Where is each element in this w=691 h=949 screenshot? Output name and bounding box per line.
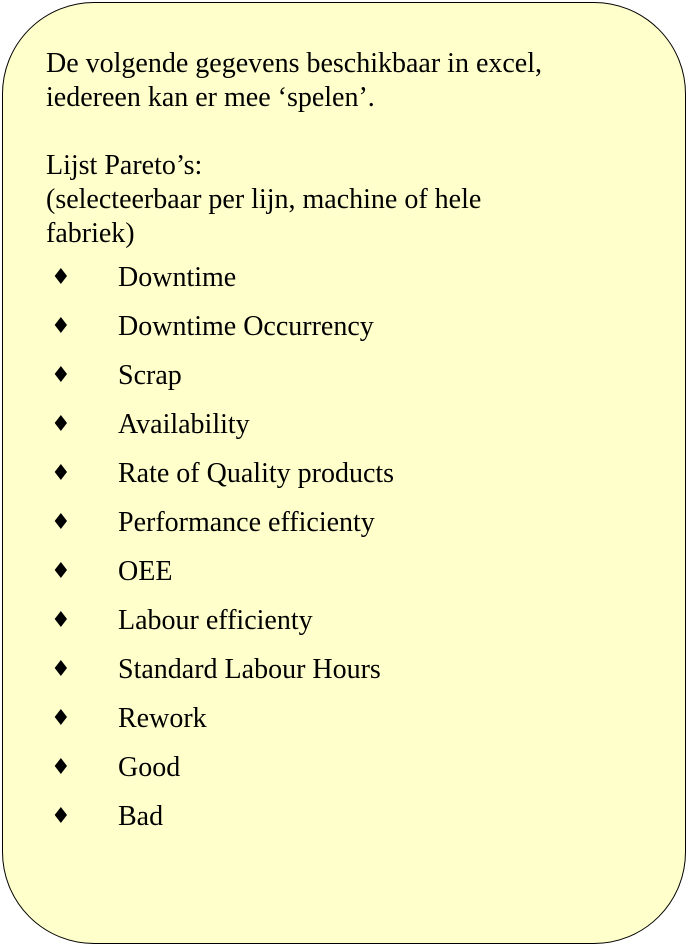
diamond-icon: ♦ [51, 314, 71, 339]
list-item [46, 648, 394, 697]
diamond-icon: ♦ [51, 804, 71, 829]
diamond-icon: ♦ [51, 510, 71, 535]
list-item [46, 550, 394, 599]
list-item [46, 403, 394, 452]
pareto-list [46, 256, 394, 844]
callout-box [2, 2, 686, 944]
list-item [46, 305, 394, 354]
list-item [46, 354, 394, 403]
list-item-label: Bad [118, 801, 164, 832]
intro-line-1: De volgende gegevens beschikbaar in excel, [46, 48, 543, 79]
list-item-label: Downtime Occurrency [118, 311, 374, 342]
diamond-icon: ♦ [51, 412, 71, 437]
diamond-icon: ♦ [51, 363, 71, 388]
list-item [46, 256, 394, 305]
diamond-icon: ♦ [51, 755, 71, 780]
list-item-label: Performance efficienty [118, 507, 375, 538]
list-item [46, 746, 394, 795]
list-item [46, 697, 394, 746]
list-item-label: Scrap [118, 360, 182, 391]
list-item [46, 795, 394, 844]
diamond-icon: ♦ [51, 461, 71, 486]
heading-line-2: (selecteerbaar per lijn, machine of hele [46, 184, 482, 215]
intro-text [46, 47, 666, 115]
list-item-label: OEE [118, 556, 173, 587]
list-item-label: Downtime [118, 262, 237, 293]
list-item-label: Rework [118, 703, 207, 734]
list-item-label: Good [118, 752, 181, 783]
heading-line-3: fabriek) [46, 218, 135, 249]
heading-line-1: Lijst Pareto’s: [46, 150, 203, 181]
diamond-icon: ♦ [51, 559, 71, 584]
list-item-label: Standard Labour Hours [118, 654, 381, 685]
diamond-icon: ♦ [51, 608, 71, 633]
list-item [46, 501, 394, 550]
list-item-label: Rate of Quality products [118, 458, 395, 489]
list-item-label: Availability [118, 409, 250, 440]
list-item-label: Labour efficienty [118, 605, 313, 636]
pareto-list-heading [46, 149, 666, 251]
diamond-icon: ♦ [51, 706, 71, 731]
intro-line-2: iedereen kan er mee ‘spelen’. [46, 82, 375, 113]
list-item [46, 599, 394, 648]
diamond-icon: ♦ [51, 657, 71, 682]
list-item [46, 452, 394, 501]
diamond-icon: ♦ [51, 265, 71, 290]
